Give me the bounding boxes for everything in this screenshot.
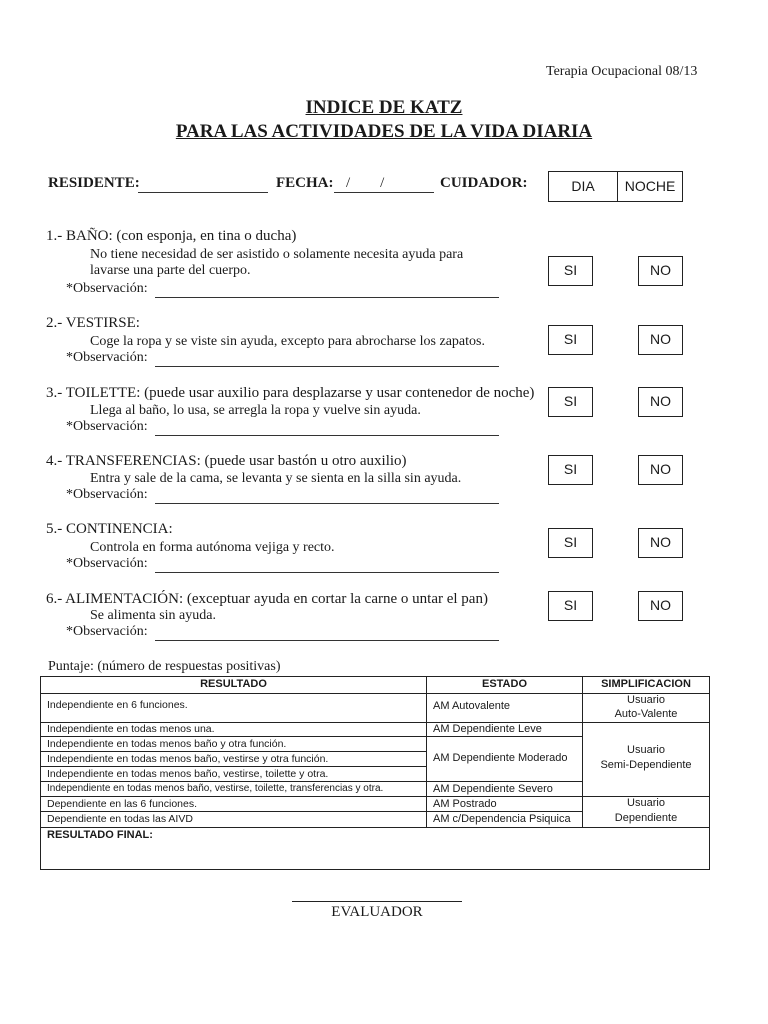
- observacion-label: *Observación:: [66, 419, 148, 434]
- fecha-slashes: / /: [346, 175, 385, 191]
- item-title: 2.- VESTIRSE:: [46, 315, 140, 331]
- si-label: SI: [563, 534, 578, 550]
- si-checkbox[interactable]: [548, 455, 593, 485]
- observacion-label: *Observación:: [66, 350, 148, 365]
- evaluador-label: EVALUADOR: [331, 904, 423, 920]
- estado-cell: AM Postrado: [433, 798, 497, 810]
- estado-cell: AM Dependiente Moderado: [433, 752, 568, 764]
- resultado-cell: Independiente en todas menos una.: [47, 723, 215, 735]
- fecha-label: FECHA:: [276, 175, 334, 191]
- signature-line: [292, 901, 462, 902]
- noche-checkbox[interactable]: [617, 171, 683, 202]
- no-label: NO: [650, 393, 671, 409]
- dia-label: DIA: [571, 178, 595, 194]
- observacion-label: *Observación:: [66, 556, 148, 571]
- noche-label: NOCHE: [624, 178, 676, 194]
- resultado-cell: Independiente en todas menos baño, vestirse, toilette y otra.: [47, 768, 329, 780]
- header-note: Terapia Ocupacional 08/13: [546, 64, 698, 79]
- si-label: SI: [563, 461, 578, 477]
- item-description: Entra y sale de la cama, se levanta y se sienta en la silla sin ayuda.: [90, 471, 462, 486]
- no-checkbox[interactable]: [638, 387, 683, 417]
- resultado-final-label: RESULTADO FINAL:: [47, 829, 153, 841]
- estado-cell: AM c/Dependencia Psiquica: [433, 813, 571, 825]
- resultado-cell: Independiente en todas menos baño y otra función.: [47, 738, 287, 750]
- no-label: NO: [650, 331, 671, 347]
- item-title: 4.- TRANSFERENCIAS: (puede usar bastón u otro auxilio): [46, 453, 407, 469]
- residente-label: RESIDENTE:: [48, 175, 140, 191]
- observacion-label: *Observación:: [66, 624, 148, 639]
- no-label: NO: [650, 262, 671, 278]
- observacion-field[interactable]: [155, 285, 499, 298]
- no-checkbox[interactable]: [638, 591, 683, 621]
- observacion-field[interactable]: [155, 354, 499, 367]
- simplificacion-cell: Usuario: [627, 797, 665, 809]
- item-title: 3.- TOILETTE: (puede usar auxilio para desplazarse y usar contenedor de noche): [46, 385, 535, 401]
- si-label: SI: [563, 262, 578, 278]
- si-checkbox[interactable]: [548, 528, 593, 558]
- item-description: Controla en forma autónoma vejiga y recto.: [90, 540, 335, 555]
- dia-checkbox[interactable]: [548, 171, 618, 202]
- item-description: No tiene necesidad de ser asistido o solamente necesita ayuda para: [90, 247, 464, 262]
- observacion-label: *Observación:: [66, 281, 148, 296]
- page-subtitle: PARA LAS ACTIVIDADES DE LA VIDA DIARIA: [175, 121, 593, 142]
- item-description: Se alimenta sin ayuda.: [90, 608, 216, 623]
- no-label: NO: [650, 461, 671, 477]
- item-title: 5.- CONTINENCIA:: [46, 521, 173, 537]
- si-checkbox[interactable]: [548, 256, 593, 286]
- item-title: 1.- BAÑO: (con esponja, en tina o ducha): [46, 228, 297, 244]
- simplificacion-cell: Dependiente: [614, 812, 678, 824]
- observacion-field[interactable]: [155, 560, 499, 573]
- resultado-cell: Independiente en 6 funciones.: [47, 699, 188, 711]
- header-simplificacion: SIMPLIFICACION: [601, 678, 691, 690]
- simplificacion-cell: Semi-Dependiente: [600, 759, 692, 771]
- residente-field[interactable]: [138, 178, 268, 193]
- resultado-cell: Independiente en todas menos baño, vestirse, toilette, transferencias y otra.: [47, 783, 384, 794]
- simplificacion-cell: Auto-Valente: [614, 708, 678, 720]
- header-estado: ESTADO: [481, 678, 528, 690]
- no-checkbox[interactable]: [638, 256, 683, 286]
- observacion-field[interactable]: [155, 423, 499, 436]
- no-label: NO: [650, 534, 671, 550]
- item-description: lavarse una parte del cuerpo.: [90, 263, 251, 278]
- observacion-label: *Observación:: [66, 487, 148, 502]
- cuidador-label: CUIDADOR:: [440, 175, 528, 191]
- no-checkbox[interactable]: [638, 325, 683, 355]
- observacion-field[interactable]: [155, 628, 499, 641]
- si-label: SI: [563, 331, 578, 347]
- estado-cell: AM Autovalente: [433, 700, 511, 712]
- puntaje-label: Puntaje: (número de respuestas positivas): [48, 659, 281, 674]
- si-label: SI: [563, 597, 578, 613]
- simplificacion-cell: Usuario: [627, 694, 665, 706]
- item-description: Llega al baño, lo usa, se arregla la ropa y vuelve sin ayuda.: [90, 403, 421, 418]
- si-label: SI: [563, 393, 578, 409]
- estado-cell: AM Dependiente Leve: [433, 723, 542, 735]
- resultado-cell: Dependiente en todas las AIVD: [47, 813, 193, 825]
- si-checkbox[interactable]: [548, 591, 593, 621]
- item-title: 6.- ALIMENTACIÓN: (exceptuar ayuda en cortar la carne o untar el pan): [46, 591, 488, 607]
- observacion-field[interactable]: [155, 491, 499, 504]
- results-table: [40, 676, 710, 870]
- resultado-cell: Independiente en todas menos baño, vestirse y otra función.: [47, 753, 329, 765]
- page-title: INDICE DE KATZ: [305, 97, 463, 118]
- si-checkbox[interactable]: [548, 387, 593, 417]
- header-resultado: RESULTADO: [200, 678, 267, 690]
- resultado-final-field[interactable]: [41, 827, 709, 869]
- no-checkbox[interactable]: [638, 528, 683, 558]
- item-description: Coge la ropa y se viste sin ayuda, excepto para abrocharse los zapatos.: [90, 334, 485, 349]
- no-checkbox[interactable]: [638, 455, 683, 485]
- simplificacion-cell: Usuario: [627, 744, 665, 756]
- estado-cell: AM Dependiente Severo: [433, 783, 553, 795]
- no-label: NO: [650, 597, 671, 613]
- resultado-cell: Dependiente en las 6 funciones.: [47, 798, 198, 810]
- si-checkbox[interactable]: [548, 325, 593, 355]
